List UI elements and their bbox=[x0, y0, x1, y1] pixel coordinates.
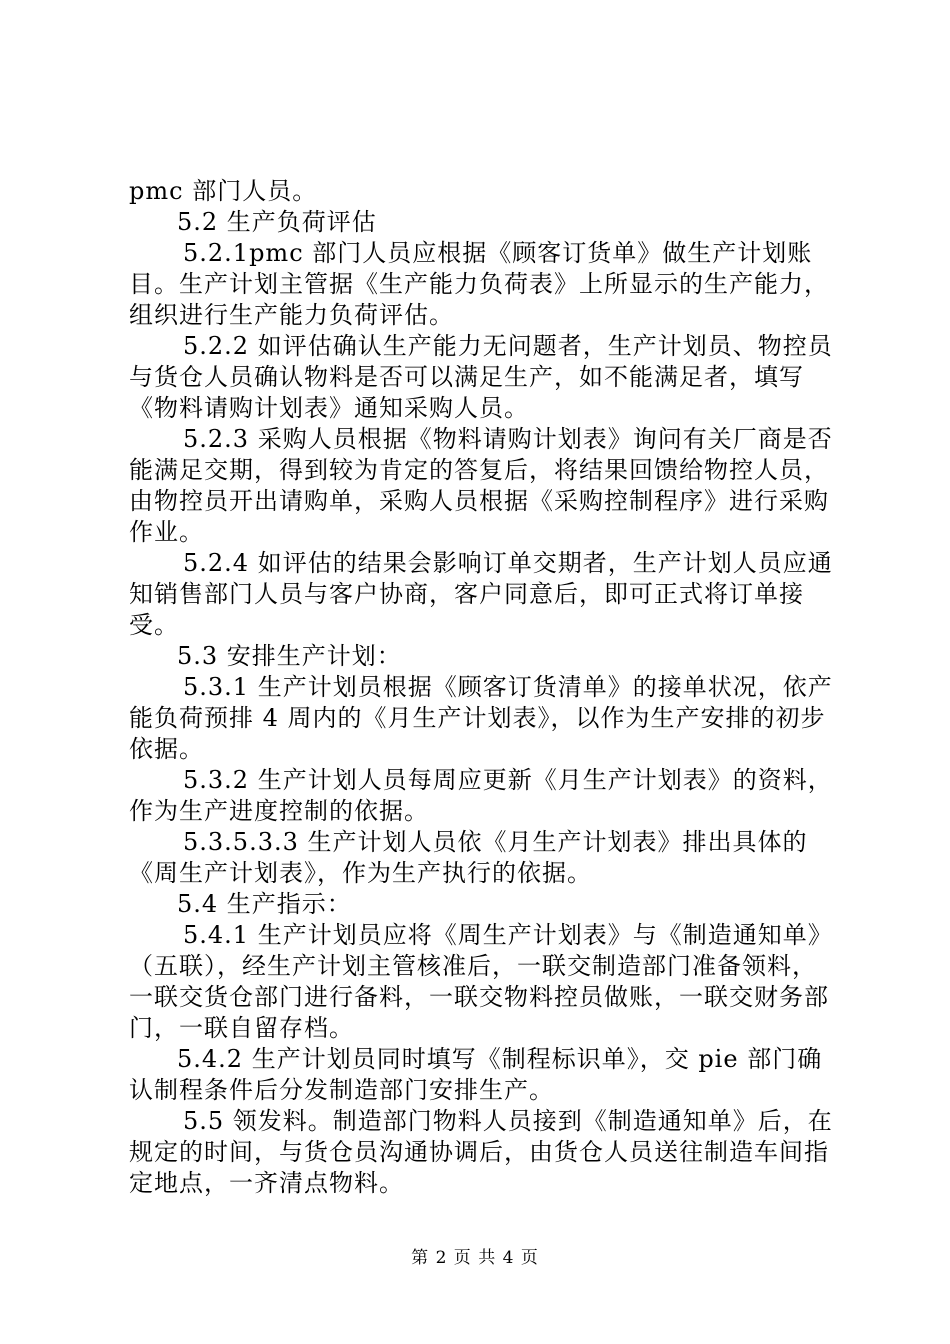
paragraph: 5.4.2 生产计划员同时填写《制程标识单》，交 pie 部门确认制程条件后分发制造部门安排生产。 bbox=[129, 1045, 823, 1104]
section-heading: 5.2 生产负荷评估 bbox=[177, 208, 377, 236]
paragraph: 5.3.5.3.3 生产计划人员依《月生产计划表》排出具体的《周生产计划表》，作为生产执行的依据。 bbox=[129, 828, 808, 887]
paragraph: 5.3.2 生产计划人员每周应更新《月生产计划表》的资料，作为生产进度控制的依据。 bbox=[129, 766, 833, 825]
paragraph: 5.2.3 采购人员根据《物料请购计划表》询问有关厂商是否能满足交期，得到较为肯定的答复后，将结果回馈给物控人员，由物控员开出请购单，采购人员根据《采购控制程序》进行采购作业。 bbox=[129, 425, 833, 546]
paragraph: 5.2.2 如评估确认生产能力无问题者，生产计划员、物控员与货仓人员确认物料是否可以满足生产，如不能满足者，填写《物料请购计划表》通知采购人员。 bbox=[129, 332, 833, 422]
paragraph: pmc 部门人员。 bbox=[129, 177, 318, 205]
paragraph: 5.3.1 生产计划员根据《顾客订货清单》的接单状况，依产能负荷预排 4 周内的《月生产计划表》，以作为生产安排的初步依据。 bbox=[129, 673, 833, 763]
paragraph: 5.5 领发料。制造部门物料人员接到《制造通知单》后，在规定的时间，与货仓员沟通协调后，由货仓人员送往制造车间指定地点，一齐清点物料。 bbox=[129, 1107, 833, 1197]
section-heading: 5.3 安排生产计划： bbox=[177, 642, 402, 670]
page-number-footer: 第 2 页 共 4 页 bbox=[411, 1248, 539, 1268]
paragraph: 5.4.1 生产计划员应将《周生产计划表》与《制造通知单》（五联），经生产计划主管核准后，一联交制造部门准备领料，一联交货仓部门进行备料，一联交物料控员做账，一联交财务部门，一联自留存档。 bbox=[129, 921, 833, 1042]
document-body bbox=[129, 176, 841, 1199]
paragraph: 5.2.1pmc 部门人员应根据《顾客订货单》做生产计划账目。生产计划主管据《生产能力负荷表》上所显示的生产能力，组织进行生产能力负荷评估。 bbox=[129, 239, 829, 329]
section-heading: 5.4 生产指示： bbox=[177, 890, 352, 918]
paragraph: 5.2.4 如评估的结果会影响订单交期者，生产计划人员应通知销售部门人员与客户协商，客户同意后，即可正式将订单接受。 bbox=[129, 549, 833, 639]
